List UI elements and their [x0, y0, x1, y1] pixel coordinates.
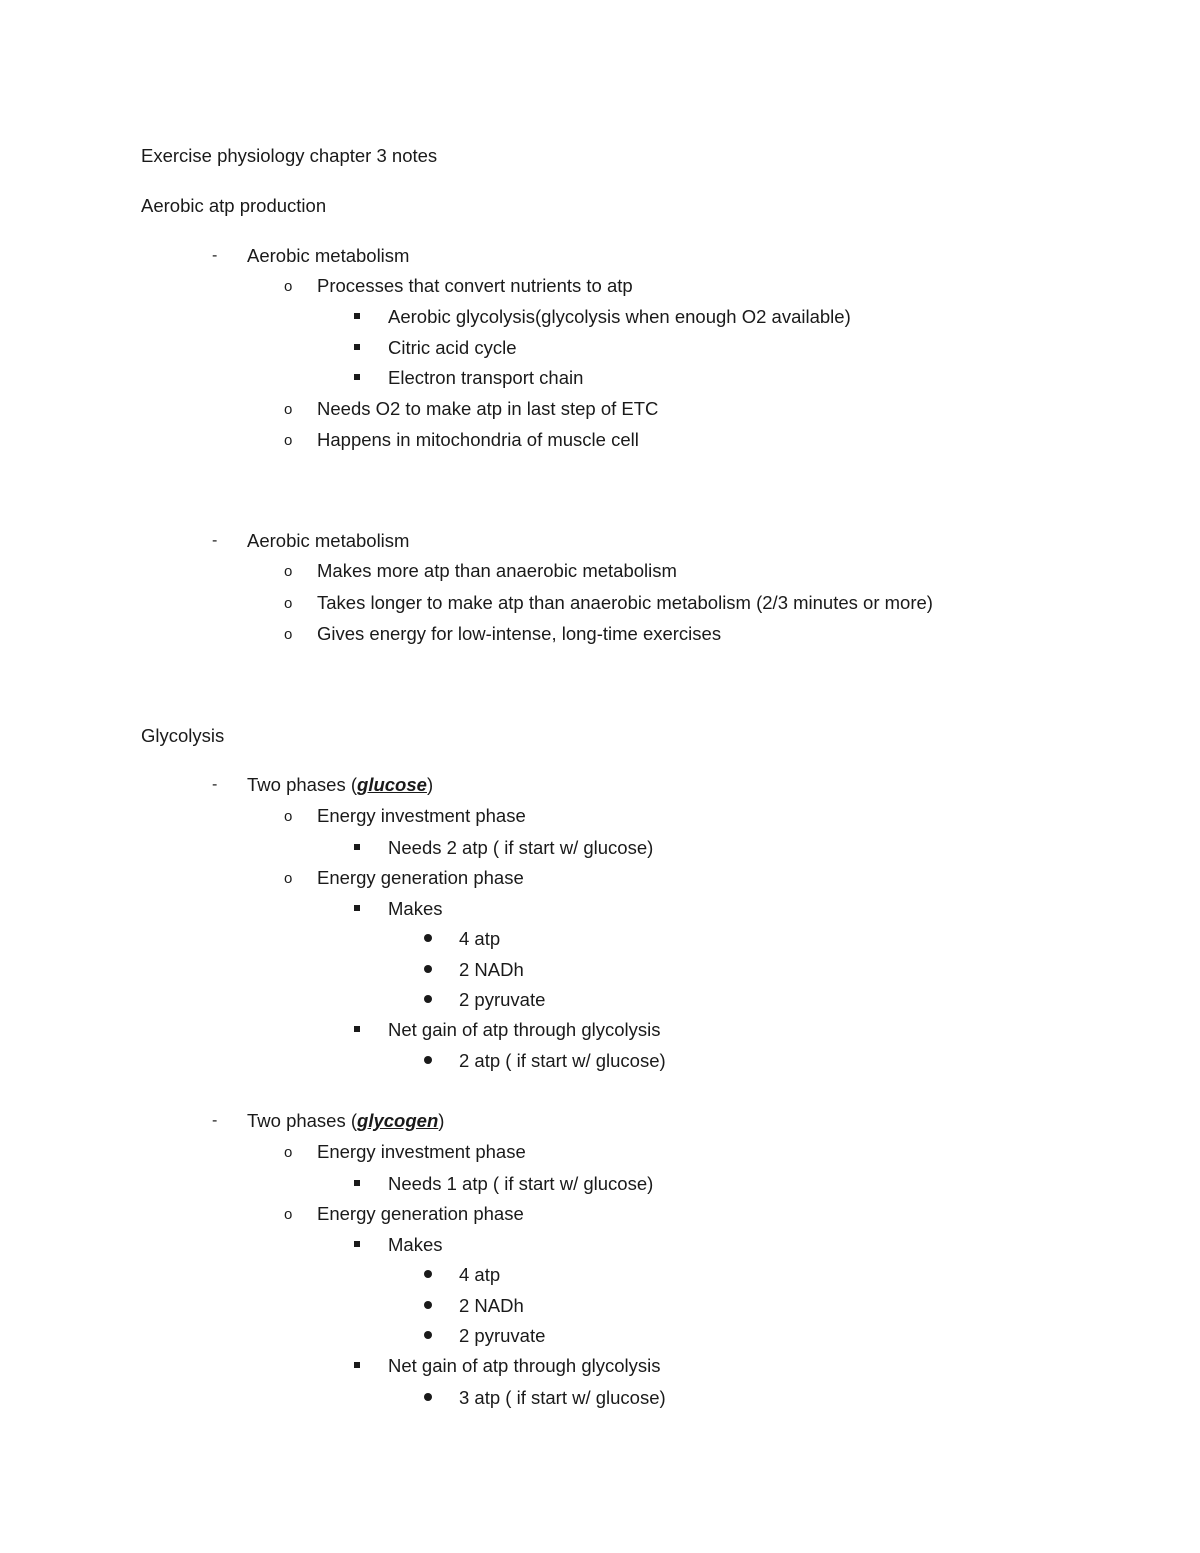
list-item: Needs O2 to make atp in last step of ETC	[317, 398, 659, 419]
list-item: Needs 2 atp ( if start w/ glucose)	[388, 837, 654, 858]
list-item: 2 NADh	[459, 1295, 524, 1316]
list-item: Needs 1 atp ( if start w/ glucose)	[388, 1173, 654, 1194]
list-item: 2 NADh	[459, 959, 524, 980]
list-item-prefix: Two phases (	[247, 774, 358, 795]
list-item	[247, 1110, 444, 1132]
dot-bullet-icon	[424, 1301, 432, 1309]
list-item: Makes	[388, 1234, 443, 1255]
dot-bullet-icon	[424, 1331, 432, 1339]
dot-bullet-icon	[424, 1270, 432, 1278]
list-item	[247, 774, 433, 796]
list-item: Aerobic metabolism	[247, 245, 410, 266]
section-heading-aerobic: Aerobic atp production	[141, 195, 327, 216]
square-bullet-icon	[354, 844, 360, 850]
dot-bullet-icon	[424, 934, 432, 942]
dash-bullet-icon: -	[212, 776, 218, 793]
list-item: Energy investment phase	[317, 1141, 526, 1162]
list-item: Happens in mitochondria of muscle cell	[317, 429, 639, 450]
list-item: 3 atp ( if start w/ glucose)	[459, 1387, 666, 1408]
list-item: Net gain of atp through glycolysis	[388, 1355, 661, 1376]
list-item-prefix: Two phases (	[247, 1110, 358, 1131]
circle-bullet-icon: o	[284, 1206, 293, 1223]
circle-bullet-icon: o	[284, 278, 293, 295]
list-item: Takes longer to make atp than anaerobic metabolism (2/3 minutes or more)	[317, 592, 933, 613]
square-bullet-icon	[354, 1362, 360, 1368]
square-bullet-icon	[354, 1026, 360, 1032]
circle-bullet-icon: o	[284, 595, 293, 612]
dot-bullet-icon	[424, 995, 432, 1003]
dot-bullet-icon	[424, 1393, 432, 1401]
dot-bullet-icon	[424, 1056, 432, 1064]
circle-bullet-icon: o	[284, 626, 293, 643]
dash-bullet-icon: -	[212, 532, 218, 549]
list-item: Makes	[388, 898, 443, 919]
list-item: Net gain of atp through glycolysis	[388, 1019, 661, 1040]
document-title: Exercise physiology chapter 3 notes	[141, 145, 438, 166]
list-item: Processes that convert nutrients to atp	[317, 275, 633, 296]
list-item: 2 pyruvate	[459, 1325, 546, 1346]
list-item: Gives energy for low-intense, long-time exercises	[317, 623, 722, 644]
list-item: Energy investment phase	[317, 805, 526, 826]
circle-bullet-icon: o	[284, 808, 293, 825]
square-bullet-icon	[354, 374, 360, 380]
list-item: 2 pyruvate	[459, 989, 546, 1010]
list-item-suffix: )	[438, 1110, 445, 1131]
square-bullet-icon	[354, 1180, 360, 1186]
list-item: 4 atp	[459, 928, 501, 949]
square-bullet-icon	[354, 1241, 360, 1247]
square-bullet-icon	[354, 905, 360, 911]
section-heading-glycolysis: Glycolysis	[141, 725, 225, 746]
list-item: Electron transport chain	[388, 367, 584, 388]
dash-bullet-icon: -	[212, 1112, 218, 1129]
list-item: Energy generation phase	[317, 867, 524, 888]
list-item-suffix: )	[426, 774, 434, 795]
circle-bullet-icon: o	[284, 1144, 293, 1161]
square-bullet-icon	[354, 313, 360, 319]
list-item: 4 atp	[459, 1264, 501, 1285]
circle-bullet-icon: o	[284, 401, 293, 418]
list-item: Energy generation phase	[317, 1203, 524, 1224]
list-item: 2 atp ( if start w/ glucose)	[459, 1050, 666, 1071]
list-item: Aerobic metabolism	[247, 530, 410, 551]
circle-bullet-icon: o	[284, 563, 293, 580]
circle-bullet-icon: o	[284, 870, 293, 887]
dot-bullet-icon	[424, 965, 432, 973]
emphasized-term: glycogen	[357, 1110, 439, 1131]
dash-bullet-icon: -	[212, 247, 218, 264]
list-item: Aerobic glycolysis(glycolysis when enough O2 available)	[388, 306, 851, 327]
list-item: Citric acid cycle	[388, 337, 517, 358]
emphasized-term: glucose	[357, 774, 427, 795]
circle-bullet-icon: o	[284, 432, 293, 449]
list-item: Makes more atp than anaerobic metabolism	[317, 560, 677, 581]
square-bullet-icon	[354, 344, 360, 350]
